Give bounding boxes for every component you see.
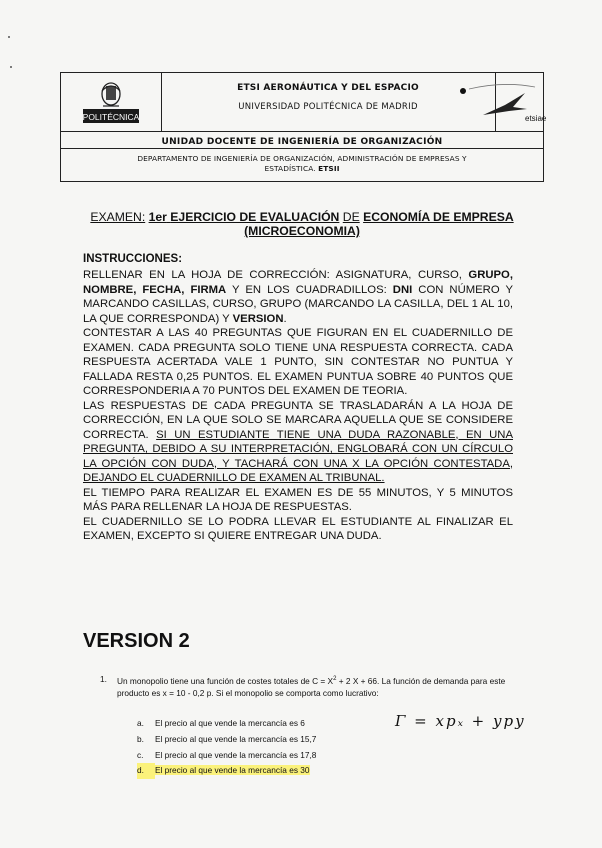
logo-text: POLITÉCNICA	[82, 112, 140, 122]
header-row-unit	[61, 131, 543, 149]
school-name: ETSI AERONÁUTICA Y DEL ESPACIO	[237, 83, 419, 93]
header-etsiae-cell	[495, 73, 547, 131]
question-options	[137, 716, 316, 779]
instructions-paragraph-2: CONTESTAR A LAS 40 PREGUNTAS QUE FIGURAN EN EL CUADERNILLO DE EXAMEN. CADA PREGUNTA SOLO TIENE UNA RESPUESTA CORRECTA. CADA RESPUESTA ACERTADA VALE 1 PUNTO, SIN CONTESTAR NO PUNTUA Y FALLADA RESTA 0,25 PUNTOS. EL EXAMEN PUNTUA SOBRE 40 PUNTOS QUE CORRESPONDERIA A 70 PUNTOS DEL EXAMEN DE TEORIA.	[83, 327, 513, 397]
scan-speck	[10, 66, 12, 68]
instructions-paragraph-4: EL TIEMPO PARA REALIZAR EL EXAMEN ES DE 55 MINUTOS, Y 5 MINUTOS MÁS PARA RELLENAR LA HOJA DE RESPUESTAS.	[83, 486, 513, 513]
version-heading: VERSION 2	[83, 630, 190, 652]
instructions-paragraph-3: LAS RESPUESTAS DE CADA PREGUNTA SE TRASLADARÁN A LA HOJA DE CORRECCIÓN, EN LA QUE SOLO SE MARCARA AQUELLA QUE SE CONSIDERE CORRECTA. SI UN ESTUDIANTE TIENE UNA DUDA RAZONABLE, EN UNA PREGUNTA, DEBIDO A SU INTERPRETACIÓN, ENGLOBARÁ CON UN CÍRCULO LA OPCIÓN CON DUDA, Y TACHARÁ CON UNA X LA OPCIÓN CONTESTADA, DEJANDO EL CUADERNILLO DE EXAMEN AL TRIBUNAL.	[83, 399, 513, 484]
header-row-top	[61, 73, 547, 132]
exam-title-main: EJERCICIO DE EVALUACIÓN	[170, 210, 340, 224]
option-a: a. El precio al que vende la mercancía es 6	[137, 718, 305, 728]
header-table	[60, 72, 547, 182]
department-line1: DEPARTAMENTO DE INGENIERÍA DE ORGANIZACIÓN, ADMINISTRACIÓN DE EMPRESAS Y	[137, 154, 467, 163]
department-name	[61, 149, 543, 186]
option-b: b. El precio al que vende la mercancía es 15,7	[137, 733, 317, 744]
instructions-paragraph-1: RELLENAR EN LA HOJA DE CORRECCIÓN: ASIGNATURA, CURSO, GRUPO, NOMBRE, FECHA, FIRMA Y EN LOS CUADRADILLOS: DNI CON NÚMERO Y MARCANDO CASILLAS, CURSO, GRUPO (MARCANDO LA CASILLA, DEL 1 AL 10, LA QUE CORRESPONDA) Y VERSION.	[83, 269, 513, 325]
question-number: 1.	[100, 674, 107, 684]
instructions-body	[83, 268, 513, 544]
option-d-highlighted: d. El precio al que vende la mercancía es 30	[137, 763, 316, 779]
unit-name: UNIDAD DOCENTE DE INGENIERÍA DE ORGANIZACIÓN	[161, 137, 443, 147]
handwritten-note: Γ = xpₓ + ypy	[395, 712, 526, 730]
exam-title-de: DE	[342, 210, 360, 224]
question-1	[100, 673, 520, 699]
option-c: c. El precio al que vende la mercancía es 17,8	[137, 749, 317, 760]
etsiae-logo-icon	[443, 79, 547, 125]
department-line2: ESTADÍSTICA. ETSII	[264, 164, 340, 173]
exam-title-subject: ECONOMÍA DE EMPRESA	[363, 210, 514, 224]
scan-speck	[8, 36, 10, 38]
question-stem: Un monopolio tiene una función de costes totales de $C = X^2 + 2$ X + 66. La función de demanda para este producto es x = 10 - 0,2 p. Si el monopolio se comporta como lucrativo:	[117, 675, 506, 698]
exam-title-prefix: EXAMEN:	[90, 210, 146, 224]
exam-title	[60, 210, 544, 238]
instructions-paragraph-5: EL CUADERNILLO SE LO PODRA LLEVAR EL ESTUDIANTE AL FINALIZAR EL EXAMEN, EXCEPTO SI QUIERE ENTREGAR UNA DUDA.	[83, 515, 513, 542]
university-name: UNIVERSIDAD POLITÉCNICA DE MADRID	[238, 102, 418, 112]
etsiae-text: etsiae	[525, 114, 547, 123]
instructions-heading: INSTRUCCIONES:	[83, 253, 183, 265]
exam-title-subtitle: (MICROECONOMIA)	[244, 224, 360, 238]
exam-title-number: 1er	[148, 210, 167, 224]
header-logo-cell	[61, 73, 162, 131]
upm-crest-icon	[81, 79, 141, 127]
